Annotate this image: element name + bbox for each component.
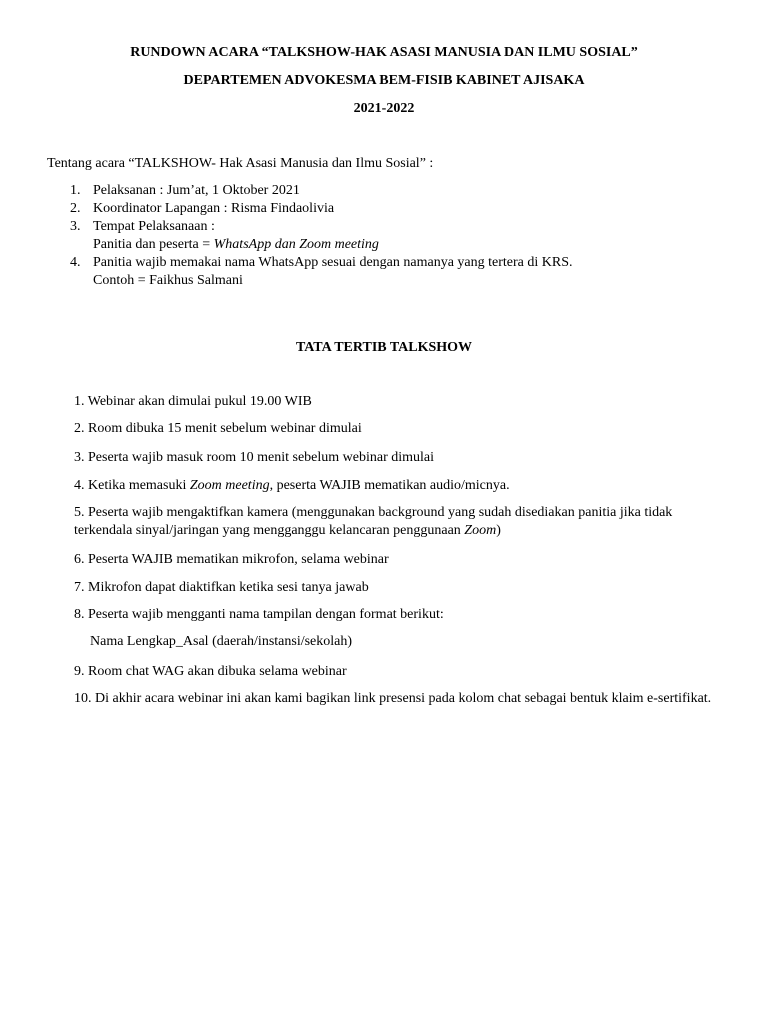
rule-text-italic: Zoom bbox=[464, 523, 497, 538]
rule-item: 7. Mikrofon dapat diaktifkan ketika sesi tanya jawab bbox=[74, 580, 369, 595]
rule-text: , peserta WAJIB mematikan audio/micnya. bbox=[269, 478, 510, 493]
item-number: 3. bbox=[70, 219, 81, 234]
rule-item bbox=[74, 477, 510, 495]
item-number: 1. bbox=[70, 183, 81, 198]
title-line-1: RUNDOWN ACARA “TALKSHOW-HAK ASASI MANUSIA DAN ILMU SOSIAL” bbox=[130, 45, 638, 60]
intro-text: Tentang acara “TALKSHOW- Hak Asasi Manusia dan Ilmu Sosial” : bbox=[47, 156, 434, 171]
item-text: Panitia wajib memakai nama WhatsApp sesuai dengan namanya yang tertera di KRS. bbox=[93, 255, 573, 270]
rule-item: 10. Di akhir acara webinar ini akan kami bagikan link presensi pada kolom chat sebagai bentuk klaim e-sertifikat. bbox=[74, 691, 712, 706]
item-subtext: Panitia dan peserta = bbox=[93, 237, 214, 252]
item-text: Pelaksanan : Jum’at, 1 Oktober 2021 bbox=[93, 183, 300, 198]
rule-item: 2. Room dibuka 15 menit sebelum webinar dimulai bbox=[74, 421, 362, 436]
item-subtext-italic: WhatsApp dan Zoom meeting bbox=[213, 237, 379, 252]
list-item bbox=[70, 200, 573, 218]
list-item bbox=[70, 218, 573, 236]
rules-title: TATA TERTIB TALKSHOW bbox=[295, 340, 473, 355]
title-line-3: 2021-2022 bbox=[353, 101, 415, 116]
item-number: 4. bbox=[70, 255, 81, 270]
rule-subline: Nama Lengkap_Asal (daerah/instansi/sekolah) bbox=[90, 634, 353, 649]
rule-item: 6. Peserta WAJIB mematikan mikrofon, selama webinar bbox=[74, 552, 389, 567]
item-number: 2. bbox=[70, 201, 81, 216]
list-item bbox=[70, 182, 573, 200]
event-info-list bbox=[70, 182, 573, 290]
item-subtext: Contoh = Faikhus Salmani bbox=[93, 273, 243, 288]
rule-text: 5. Peserta wajib mengaktifkan kamera (menggunakan background yang sudah disediakan panitia jika tidak terkendala sinyal/jaringan yang mengganggu kelancaran penggunaan bbox=[74, 505, 673, 538]
list-item-subline bbox=[70, 236, 573, 254]
rule-item: 1. Webinar akan dimulai pukul 19.00 WIB bbox=[74, 394, 312, 409]
rule-text-italic: Zoom meeting bbox=[189, 478, 270, 493]
rule-item: 3. Peserta wajib masuk room 10 menit sebelum webinar dimulai bbox=[74, 450, 435, 465]
list-item-subline bbox=[70, 272, 573, 290]
item-text: Tempat Pelaksanaan : bbox=[93, 219, 215, 234]
rule-text: ) bbox=[496, 523, 501, 538]
rule-item: 9. Room chat WAG akan dibuka selama webinar bbox=[74, 664, 347, 679]
title-line-2: DEPARTEMEN ADVOKESMA BEM-FISIB KABINET AJISAKA bbox=[183, 73, 585, 88]
rule-item bbox=[74, 504, 714, 540]
rule-text: 4. Ketika memasuki bbox=[74, 478, 190, 493]
rule-item: 8. Peserta wajib mengganti nama tampilan dengan format berikut: bbox=[74, 607, 444, 622]
item-text: Koordinator Lapangan : Risma Findaolivia bbox=[93, 201, 335, 216]
list-item bbox=[70, 254, 573, 272]
